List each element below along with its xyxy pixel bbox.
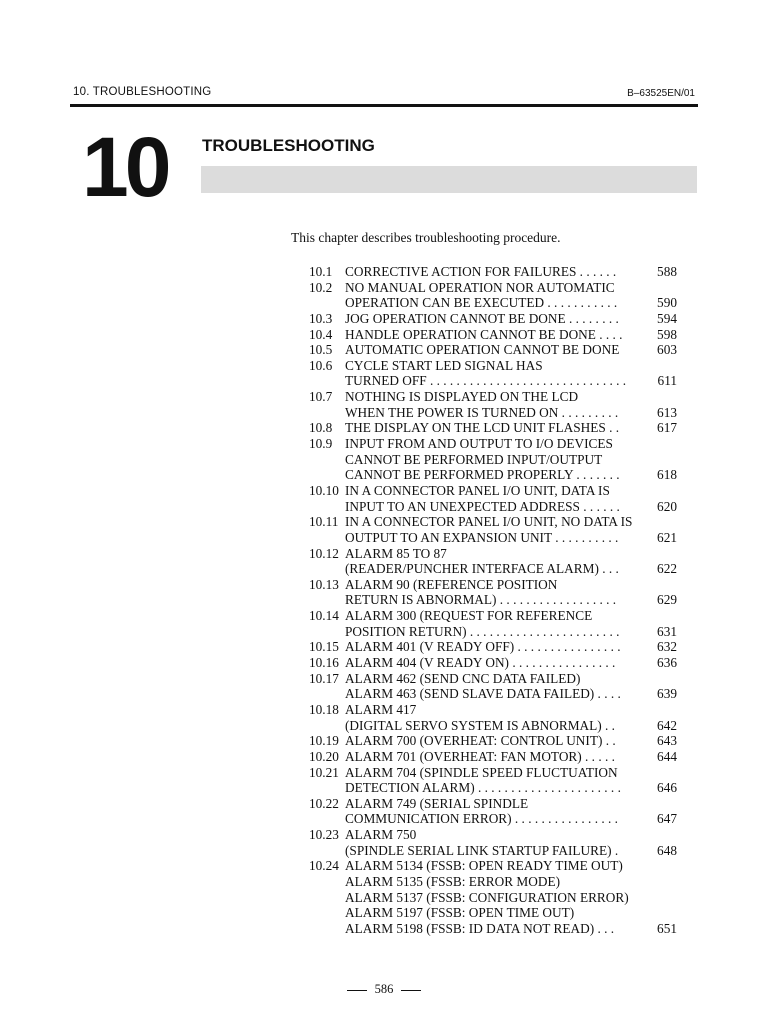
toc-entry[interactable]	[309, 639, 677, 655]
toc-page-number: 594	[657, 310, 677, 326]
toc-section-number: 10.12	[309, 545, 339, 561]
toc-section-title: ALARM 404 (V READY ON) . . . . . . . . . . . . . . . .	[345, 655, 616, 671]
toc-entry[interactable]	[309, 577, 677, 593]
toc-page-number: 642	[657, 717, 677, 733]
header-rule	[70, 104, 698, 107]
toc-section-number: 10.9	[309, 436, 333, 452]
toc-page-number: 636	[657, 655, 677, 671]
toc-section-title: (READER/PUNCHER INTERFACE ALARM) . . .	[345, 561, 619, 577]
page-number: 586	[374, 982, 394, 996]
toc-entry[interactable]	[309, 827, 677, 843]
toc-section-title: NO MANUAL OPERATION NOR AUTOMATIC	[345, 279, 615, 295]
chapter-intro: This chapter describes troubleshooting procedure.	[291, 230, 561, 245]
toc-entry[interactable]	[309, 780, 677, 796]
toc-entry[interactable]	[309, 342, 677, 358]
toc-section-title: RETURN IS ABNORMAL) . . . . . . . . . . . . . . . . . .	[345, 592, 617, 608]
toc-section-title: (SPINDLE SERIAL LINK STARTUP FAILURE) .	[345, 842, 619, 858]
toc-section-title: OPERATION CAN BE EXECUTED . . . . . . . . . . .	[345, 295, 618, 311]
toc-section-number: 10.19	[309, 733, 339, 749]
toc-page-number: 588	[657, 264, 677, 279]
toc-section-title: ALARM 401 (V READY OFF) . . . . . . . . . . . . . . . .	[345, 639, 621, 655]
toc-page-number: 643	[657, 733, 677, 749]
toc-section-title: ALARM 5198 (FSSB: ID DATA NOT READ) . . .	[345, 920, 615, 936]
toc-page-number: 622	[657, 561, 677, 577]
toc-section-title: IN A CONNECTOR PANEL I/O UNIT, NO DATA IS	[345, 514, 633, 530]
toc-entry[interactable]	[309, 905, 677, 921]
toc-entry[interactable]	[309, 452, 677, 468]
toc-page-number: 646	[657, 780, 677, 796]
toc-section-title: NOTHING IS DISPLAYED ON THE LCD	[345, 389, 579, 405]
toc-section-title: ALARM 749 (SERIAL SPINDLE	[345, 795, 529, 811]
toc-page-number: 644	[657, 748, 677, 764]
toc-section-title: ALARM 5137 (FSSB: CONFIGURATION ERROR)	[345, 889, 629, 905]
toc-entry[interactable]	[309, 796, 677, 812]
toc-page-number: 617	[657, 420, 677, 436]
toc-page-number: 613	[657, 404, 677, 420]
toc-entry[interactable]	[309, 420, 677, 436]
toc-section-number: 10.4	[309, 326, 333, 342]
toc-entry[interactable]	[309, 514, 677, 530]
toc-page-number: 603	[657, 342, 677, 358]
toc-section-number: 10.16	[309, 655, 339, 671]
toc-section-title: CANNOT BE PERFORMED INPUT/OUTPUT	[345, 451, 603, 467]
toc-section-title: ALARM 5134 (FSSB: OPEN READY TIME OUT)	[345, 858, 623, 874]
toc-section-number: 10.13	[309, 576, 339, 592]
toc-page-number: 632	[657, 639, 677, 655]
chapter-number: 10	[82, 120, 168, 214]
toc-section-title: WHEN THE POWER IS TURNED ON . . . . . . . . .	[345, 404, 619, 420]
toc-entry[interactable]	[309, 718, 677, 734]
toc-entry[interactable]	[309, 405, 677, 421]
toc-entry[interactable]	[309, 295, 677, 311]
page-footer	[0, 982, 768, 997]
toc-entry[interactable]	[309, 843, 677, 859]
toc-section-title: INPUT FROM AND OUTPUT TO I/O DEVICES	[345, 436, 613, 452]
toc-section-number: 10.21	[309, 764, 339, 780]
toc-entry[interactable]	[309, 436, 677, 452]
chapter-title-band	[201, 166, 697, 193]
toc-section-number: 10.2	[309, 279, 333, 295]
toc-entry[interactable]	[309, 280, 677, 296]
toc-section-title: (DIGITAL SERVO SYSTEM IS ABNORMAL) . .	[345, 717, 615, 733]
toc-section-number: 10.3	[309, 310, 333, 326]
toc-section-number: 10.18	[309, 701, 339, 717]
toc-section-title: COMMUNICATION ERROR) . . . . . . . . . . . . . . . .	[345, 811, 618, 827]
toc-page-number: 618	[657, 467, 677, 483]
toc-entry[interactable]	[309, 765, 677, 781]
toc-section-title: INPUT TO AN UNEXPECTED ADDRESS . . . . . .	[345, 498, 620, 514]
toc-entry[interactable]	[309, 811, 677, 827]
toc-section-title: AUTOMATIC OPERATION CANNOT BE DONE	[345, 342, 620, 358]
running-header-doc-number: B–63525EN/01	[627, 88, 695, 99]
toc-entry[interactable]	[309, 373, 677, 389]
toc-entry[interactable]	[309, 561, 677, 577]
toc-page-number: 651	[657, 920, 677, 936]
toc-page-number: 611	[657, 373, 677, 389]
toc-entry[interactable]	[309, 702, 677, 718]
toc-section-title: ALARM 5197 (FSSB: OPEN TIME OUT)	[345, 905, 575, 921]
toc-entry[interactable]	[309, 671, 677, 687]
toc-entry[interactable]	[309, 499, 677, 515]
footer-dash-right	[401, 990, 421, 991]
toc-section-title: ALARM 90 (REFERENCE POSITION	[345, 576, 558, 592]
toc-section-title: ALARM 5135 (FSSB: ERROR MODE)	[345, 873, 560, 889]
toc-entry[interactable]	[309, 546, 677, 562]
toc-entry[interactable]	[309, 624, 677, 640]
toc-section-number: 10.24	[309, 858, 339, 874]
toc-entry[interactable]	[309, 858, 677, 874]
toc-section-number: 10.11	[309, 514, 339, 530]
toc-section-title: ALARM 704 (SPINDLE SPEED FLUCTUATION	[345, 764, 618, 780]
toc-section-number: 10.5	[309, 342, 333, 358]
toc-section-number: 10.20	[309, 748, 339, 764]
toc-section-title: ALARM 417	[345, 701, 417, 717]
toc-section-title: ALARM 750	[345, 827, 417, 843]
toc-section-number: 10.10	[309, 482, 339, 498]
toc-entry[interactable]	[309, 592, 677, 608]
toc-entry[interactable]	[309, 733, 677, 749]
toc-section-title: ALARM 463 (SEND SLAVE DATA FAILED) . . . .	[345, 686, 621, 702]
toc-page-number: 590	[657, 295, 677, 311]
toc-page-number: 629	[657, 592, 677, 608]
toc-page-number: 621	[657, 529, 677, 545]
toc-entry[interactable]	[309, 686, 677, 702]
toc-section-number: 10.17	[309, 670, 339, 686]
toc-section-title: ALARM 300 (REQUEST FOR REFERENCE	[345, 608, 593, 624]
footer-dash-left	[347, 990, 367, 991]
toc-section-number: 10.8	[309, 420, 333, 436]
toc-page-number: 598	[657, 326, 677, 342]
toc-entry[interactable]	[309, 530, 677, 546]
toc-section-title: CYCLE START LED SIGNAL HAS	[345, 357, 543, 373]
toc-section-number: 10.14	[309, 608, 339, 624]
toc-section-title: ALARM 85 TO 87	[345, 545, 447, 561]
toc-section-title: ALARM 701 (OVERHEAT: FAN MOTOR) . . . . .	[345, 748, 615, 764]
toc-section-number: 10.7	[309, 389, 333, 405]
toc-entry[interactable]	[309, 311, 677, 327]
toc-entry[interactable]	[309, 608, 677, 624]
toc-entry[interactable]	[309, 749, 677, 765]
toc-section-title: CORRECTIVE ACTION FOR FAILURES . . . . . .	[345, 264, 617, 279]
toc-section-number: 10.6	[309, 357, 333, 373]
toc-section-number: 10.22	[309, 795, 339, 811]
toc-page-number: 648	[657, 842, 677, 858]
toc-entry[interactable]	[309, 921, 677, 937]
toc-section-title: THE DISPLAY ON THE LCD UNIT FLASHES . .	[345, 420, 620, 436]
toc-entry[interactable]	[309, 655, 677, 671]
running-header-chapter: 10. TROUBLESHOOTING	[73, 86, 212, 98]
toc-page-number: 639	[657, 686, 677, 702]
table-of-contents	[309, 264, 677, 937]
toc-entry[interactable]	[309, 389, 677, 405]
toc-section-title: ALARM 462 (SEND CNC DATA FAILED)	[345, 670, 581, 686]
toc-page-number: 631	[657, 623, 677, 639]
toc-page-number: 647	[657, 811, 677, 827]
toc-section-number: 10.23	[309, 827, 339, 843]
toc-section-number: 10.15	[309, 639, 339, 655]
toc-entry[interactable]	[309, 358, 677, 374]
toc-entry[interactable]	[309, 264, 677, 280]
chapter-title: TROUBLESHOOTING	[202, 136, 375, 155]
toc-section-title: JOG OPERATION CANNOT BE DONE . . . . . . . .	[345, 310, 619, 326]
toc-section-title: TURNED OFF . . . . . . . . . . . . . . . . . . . . . . . . . . . . . .	[345, 373, 627, 389]
toc-section-title: HANDLE OPERATION CANNOT BE DONE . . . .	[345, 326, 623, 342]
toc-entry[interactable]	[309, 467, 677, 483]
toc-section-title: OUTPUT TO AN EXPANSION UNIT . . . . . . . . . .	[345, 529, 619, 545]
toc-entry[interactable]	[309, 874, 677, 890]
toc-page-number: 620	[657, 498, 677, 514]
toc-entry[interactable]	[309, 327, 677, 343]
toc-entry[interactable]	[309, 483, 677, 499]
toc-section-number: 10.1	[309, 264, 333, 279]
toc-section-title: IN A CONNECTOR PANEL I/O UNIT, DATA IS	[345, 482, 610, 498]
toc-section-title: CANNOT BE PERFORMED PROPERLY . . . . . . .	[345, 467, 620, 483]
toc-section-title: POSITION RETURN) . . . . . . . . . . . . . . . . . . . . . . .	[345, 623, 620, 639]
toc-entry[interactable]	[309, 890, 677, 906]
toc-section-title: DETECTION ALARM) . . . . . . . . . . . . . . . . . . . . . .	[345, 780, 621, 796]
toc-section-title: ALARM 700 (OVERHEAT: CONTROL UNIT) . .	[345, 733, 616, 749]
